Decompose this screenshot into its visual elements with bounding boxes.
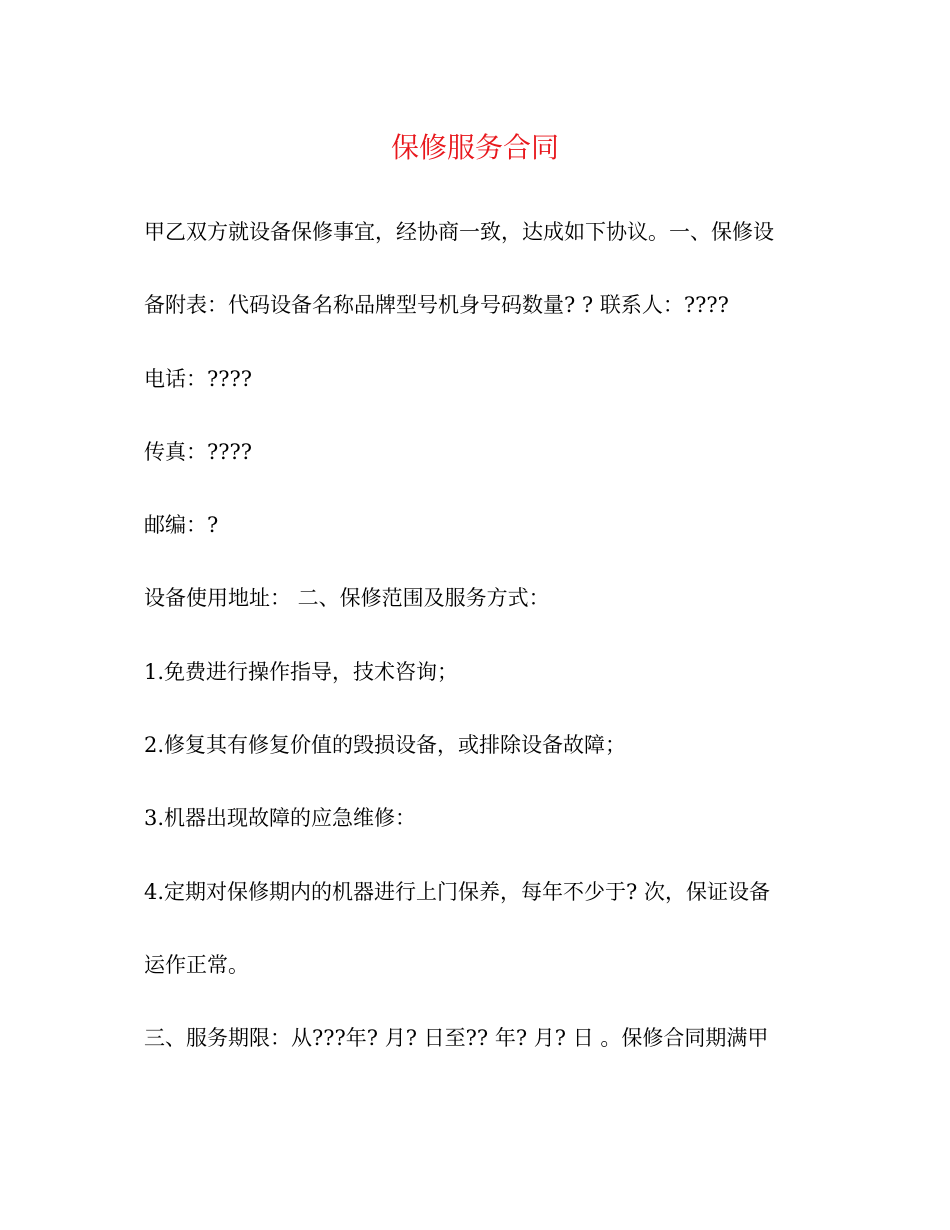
body-line: 传真：???? [144,439,253,464]
body-line: 4.定期对保修期内的机器进行上门保养，每年不少于? 次，保证设备 [144,879,770,904]
document-body [144,210,809,1090]
body-line: 电话：???? [144,366,253,391]
body-line: 2.修复其有修复价值的毁损设备，或排除设备故障； [144,733,627,758]
body-line: 甲乙双方就设备保修事宜，经协商一致，达成如下协议。一、保修设 [144,220,774,244]
body-line: 3.机器出现故障的应急维修： [144,806,417,831]
document-title: 保修服务合同 [390,131,559,164]
body-line: 设备使用地址： 二、保修范围及服务方式： [144,586,550,611]
body-line: 备附表：代码设备名称品牌型号机身号码数量? ? 联系人：???? [144,293,729,318]
body-line: 三、服务期限：从???年? 月? 日至?? 年? 月? 日 。保修合同期满甲 [144,1026,769,1051]
body-line: 1.免费进行操作指导，技术咨询； [144,659,459,684]
body-line: 运作正常。 [144,952,249,977]
body-line: 邮编：? [144,513,219,538]
